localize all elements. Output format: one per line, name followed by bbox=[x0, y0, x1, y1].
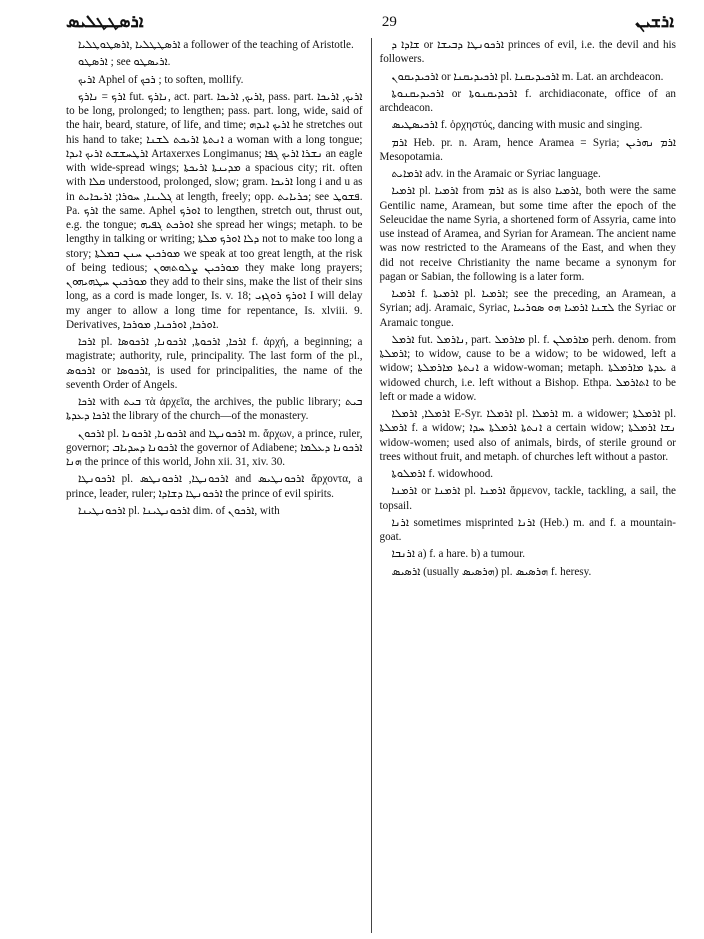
dictionary-entry: ܐܪܟ = ܢܐܪܟ fut. ܢܐܪܟ, act. part. ܐܪܝܟ, ܐܪܝܟܐ, pass. part. ܐܪܝܟ, ܐܪܝܟܐ to be long, prolonged; to lengthen; pass. part. long, wide, said of the hair, beard, stature, of life, and time; ܐܪܝܟ ܐܝܕܗ he stretches out his hand to take; ܐܢܬܬܐ ܐܪܝܟܬ ܠܫܢܐ a woman with a long tongue; ܐܪܛܚܫܫܬ ܐܪܝܟ ܐܝܕܐ Artaxerxes Longimanus; ܢܫܪܐ ܐܪܝܟ ܓܦܐ an eagle with wide-spread wings; ܡܕܝܢܬܐ ܐܪܝܟܬܐ a spacious city; rit. often with ܩܠܐ understood, prolonged, slow; gram. ܐܪܝܟܐ long i and u as in ܓܠܝܢܐ, ܚܘܪܐ; ܐܪܝܟܐܝܬ at length, freely; opp. ܟܪܝܐܝܬ; see ܦܫܘܛ. Pa. ܐܪܟ the same. Aphel ܐܘܪܟ to lengthen, stretch out, thrust out, e.g. the tongue; ܐܘܪܟܬ ܓܦܝܗ she spread her wings; metaph. to be lengthy in talking or writing; ܕܠܐ ܐܘܪܟ ܡܠܬܐ not to make too long a story; ܡܘܪܟܝܢ ܚܢܢ ܒܡܠܬܐ we speak at too great length, at the risk of being tedious; ܡܘܪܟܝܢ ܨܠܘܬܗܘܢ they make long prayers; ܡܘܪܟܝܢ ܚܛܗܝܗܘܢ they add to their sins, make the list of their sins long, as a cord is made longer, Is. v. 18; ܐܘܪܟ ܪܘܓܙܝ I will delay my anger to allow a long time for repentance, Is. xlviii. 9. Derivatives, ܐܘܪܟܐ, ܐܘܪܟܢܐ, ܡܘܪܟܐ. bbox=[66, 90, 363, 331]
page-number: 29 bbox=[381, 13, 397, 30]
dictionary-entry: ܐܪܟܝܕܝܩܢܘܬܐ or ܐܪܟܕܝܩܢܘܬܐ f. archidiaconate, office of an archdeacon. bbox=[379, 87, 676, 114]
dictionary-entry: ܐܪܟܘܢ pl. ܐܪܟܘܢܐ, ܐܪܟܘܢܐ and ܐܪܟܘܢܛܐ m. ἄρχων, a prince, ruler, governor; ܐܪܟܘܢܐ ܕܚܕܝܐܒ the governor of Adiabene; ܐܪܟܘܢܐ ܕܥܠܡܐ ܗܢܐ the prince of this world, John xii. 31, xiv. 30. bbox=[66, 427, 363, 468]
dictionary-entry: ܐܪܡܐܝܬ adv. in the Aramaic or Syriac language. bbox=[391, 168, 601, 180]
header-right-word: ܐܪܫܝܢ bbox=[635, 12, 674, 31]
dictionary-entry: ܐܪܟܝܕܝܩܘܢ or ܐܪܟܝܕܝܩܢܐ pl. ܐܪܟܝܕܝܩܢܐ m. Lat. an archdeacon. bbox=[391, 70, 664, 83]
dictionary-entry: ܐܪܟܘܢܛܐ pl. ܐܪܟܘܢܛܐ, ܐܪܟܘܢܛܣ and ܐܪܟܘܢܛܝܣ ἄρχοντα, a prince, leader, ruler; ܐܪܟܘܢܛܐ ܕܫܐܕܐ the prince of evil spirits. bbox=[66, 473, 363, 500]
dictionary-entry: ܐܪܡܝܐ f. ܐܪܡܝܬܐ pl. ܐܪܡܝܐ; see the preceding, an Aramean, a Syrian; adj. Aramaic, Syriac, ܠܫܢܐ ܐܪܡܝܐ ܗܘ ܣܘܪܝܝܐ the Syriac or Aramaic tongue. bbox=[379, 288, 676, 329]
dictionary-entry: ܐܪܡܝܐ pl. ܐܪܡܝܐ from ܐܪܡ as is also ܐܪܡܝܐ, both were the same Gentilic name, Aramean, but some time after the epoch of the Seleucidae the name Syria, a shortened form of Assyria, came into use instead of Aramea, and Syrian for Aramean. The ancient name was now restricted to the Arameans of the East, and when they did not receive Christianity the name became a synonym for pagan or Sabian, the following is a later form. bbox=[379, 185, 676, 283]
dictionary-entry: ܐܪܟܐ with ܒܝܬ τὰ ἀρχεῖα, the archives, the public library; ܒܝܬ ܐܪܟܐ ܕܥܕܬܐ the library of the church—of the monastery. bbox=[66, 396, 363, 423]
dictionary-entry: ܫܐܕܐ ܕ or ܐܪܟܘܢܛܐ ܕܒܝܫܐ princes of evil, i.e. the devil and his followers. bbox=[379, 39, 676, 66]
dictionary-entry: ܐܪܟܘܢܛܝܢܐ pl. ܐܪܟܘܢܛܝܢܐ dim. of ܐܪܟܘܢ, with bbox=[78, 504, 280, 517]
right-column bbox=[372, 38, 677, 933]
dictionary-entry: ܐܪܣܛܛܠܝܐ ,ܐܪܣܛܘܛܠܝܐ a follower of the teaching of Aristotle. bbox=[78, 39, 354, 51]
dictionary-entry: ܐܪܝܟ Aphel of ܪܟܟ ; to soften, mollify. bbox=[78, 73, 244, 86]
header-left-word: ܐܪܣܛܛܠܝܣ bbox=[66, 12, 144, 31]
dictionary-entry: ܐܪܟܐ pl. ܐܪܟܐ, ܐܪܟܘܬܐ, ܐܪܟܘܢܐ, ܐܪܟܘܣܐ f. ἀρχή, a beginning; a magistrate; authority, rule, principality. The last form of the pl., ܐܪܟܘܣ or ܐܪܟܘܣܐ, is used for principalities, the name of the seventh Order of Angels. bbox=[66, 336, 363, 391]
dictionary-entry: ܐܪܡܠ fut. ܢܐܪܡܠ, part. ܡܐܪܡܠ pl. f. ܡܐܪܡܠܢ perh. denom. from ܐܪܡܠܬܐ; to widow, cause to be a widow; to be widowed, left a widow; ܐܢܬܬܐ ܡܐܪܡܠܬܐ a widow-woman; metaph. ܥܕܬܐ ܡܐܪܡܠܬܐ a widowed church, i.e. left without a Bishop. Ethpa. ܐܬܐܪܡܠ to be left or made a widow. bbox=[379, 333, 676, 403]
dictionary-entry: ܐܪܡ Heb. pr. n. Aram, hence Aramea = Syria; ܐܪܡ ܢܗܪܝܢ Mesopotamia. bbox=[379, 136, 676, 163]
dictionary-entry: ܐܪܣܝܣ (usually ܗܪܣܝܣ) pl. ܗܪܣܝܣ f. heresy. bbox=[391, 565, 592, 578]
dictionary-entry: ܐܪܢܒܐ a) f. a hare. b) a tumour. bbox=[391, 548, 526, 561]
dictionary-entry: ܐܪܣܛܘ ; see ܐܪܝܣܛܘ. bbox=[78, 56, 171, 69]
dictionary-columns bbox=[66, 38, 676, 933]
left-column bbox=[66, 38, 371, 933]
dictionary-entry: ܐܪܢܐ sometimes misprinted ܐܪܢܐ (Heb.) m. and f. a mountain-goat. bbox=[379, 516, 676, 543]
page-header bbox=[66, 10, 674, 34]
dictionary-entry: ܐܪܡܢܐ or ܐܪܡܢܐ pl. ܐܪܡܢܐ ἄρμενον, tackle, tackling, a sail, the topsail. bbox=[379, 485, 676, 512]
dictionary-entry: ܐܪܡܠܘܬܐ f. widowhood. bbox=[391, 468, 494, 480]
dictionary-entry: ܐܪܟܝܣܛܝܣ f. ὀρχηστύς, dancing with music and singing. bbox=[391, 119, 643, 132]
dictionary-entry: ܐܪܡܠܐ, ܐܪܡܠܐ E-Syr. ܐܪܡܠܐ pl. ܐܪܡܠܐ m. a widower; ܐܪܡܠܬܐ pl. ܐܪܡܠܬܐ f. a widow; ܐܢܬܬܐ ܐܪܡܠܬܐ ܚܕܐ a certain widow; ܢܫܐ ܐܪܡܠܬܐ widow-women; used also of animals, birds, of sterile ground or trees without fruit, and metaph. of churches left without a pastor. bbox=[379, 408, 676, 463]
